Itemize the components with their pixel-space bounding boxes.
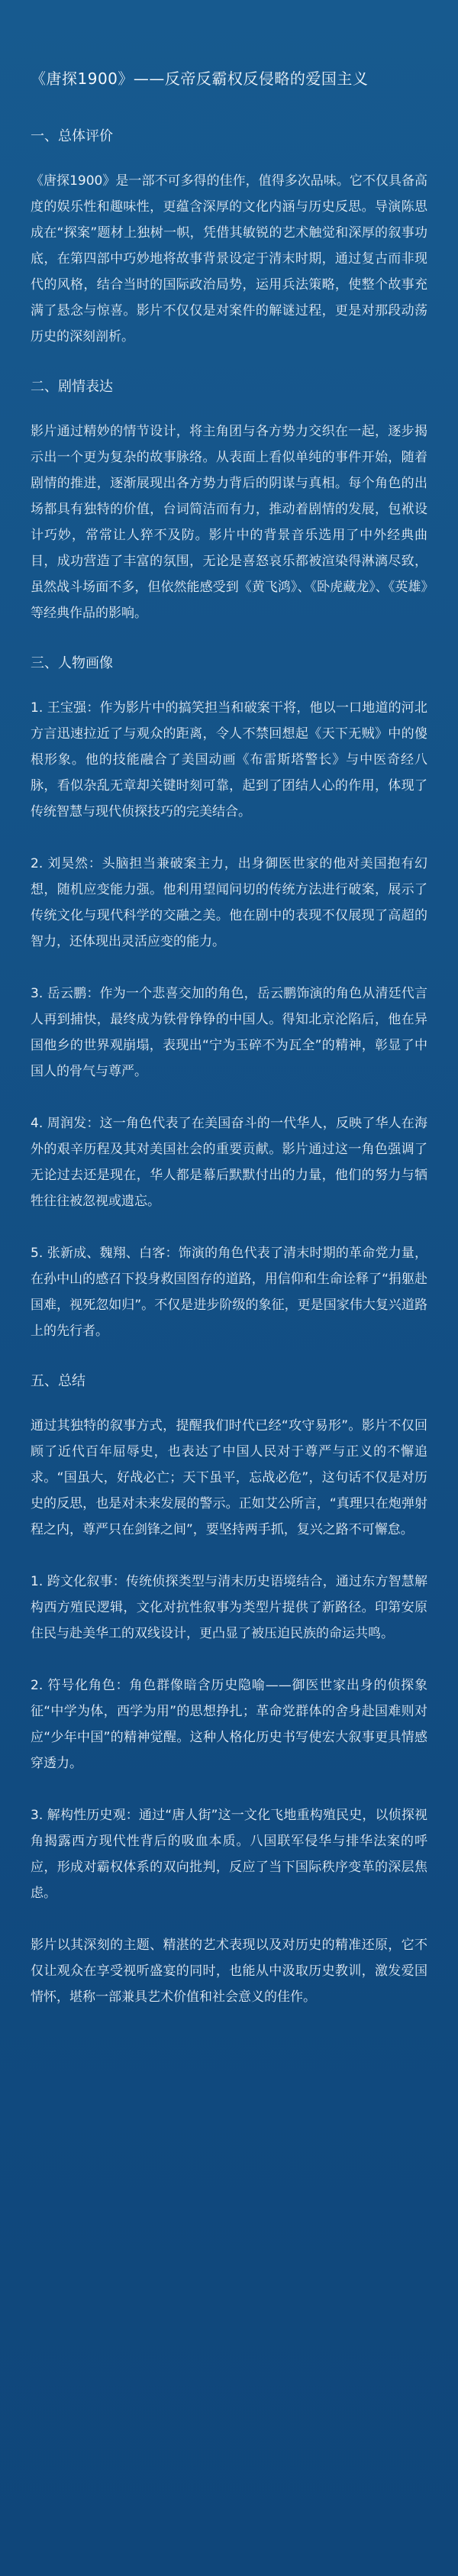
paragraph: 2. 符号化角色：角色群像暗含历史隐喻——御医世家出身的侦探象征“中学为体，西学为用”的思想挣扎；革命党群体的舍身赴国难则对应“少年中国”的精神觉醒。这种人格化历史书写使宏大叙事更具情感穿透力。: [31, 1678, 427, 1771]
section-heading: 二、剧情表达: [31, 379, 113, 395]
article-title: 《唐探1900》——反帝反霸权反侵略的爱国主义: [31, 69, 369, 88]
section-plot-expression: [31, 376, 427, 626]
paragraph: 通过其独特的叙事方式，提醒我们时代已经“攻守易形”。影片不仅回顾了近代百年屈辱史，也表达了中国人民对于尊严与正义的不懈追求。“国虽大，好战必亡；天下虽平，忘战必危”，这句话不仅是对历史的反思，也是对未来发展的警示。正如艾公所言，“真理只在炮弹射程之内，尊严只在剑锋之间”，要坚持两手抓，复兴之路不可懈怠。: [31, 1418, 427, 1537]
section-heading: 三、人物画像: [31, 655, 113, 671]
paragraph: 3. 解构性历史观：通过“唐人街”这一文化飞地重构殖民史，以侦探视角揭露西方现代性背后的吸血本质。八国联军侵华与排华法案的呼应，形成对霸权体系的双向批判，反应了当下国际秩序变革的深层焦虑。: [31, 1808, 427, 1901]
paragraph: 5. 张新成、魏翔、白客：饰演的角色代表了清末时期的革命党力量，在孙中山的感召下投身救国图存的道路，用信仰和生命诠释了“捐躯赴国难，视死忽如归”。不仅是进步阶级的象征，更是国家伟大复兴道路上的先行者。: [31, 1246, 427, 1339]
paragraph: 3. 岳云鹏：作为一个悲喜交加的角色，岳云鹏饰演的角色从清廷代言人再到捕快，最终成为铁骨铮铮的中国人。得知北京沦陷后，他在异国他乡的世界观崩塌，表现出“宁为玉碎不为瓦全”的精神，彰显了中国人的骨气与尊严。: [31, 986, 427, 1079]
paragraph: 4. 周润发：这一角色代表了在美国奋斗的一代华人，反映了华人在海外的艰辛历程及其对美国社会的重要贡献。影片通过这一角色强调了无论过去还是现在，华人都是幕后默默付出的力量，他们的努力与牺牲往往被忽视或遗忘。: [31, 1116, 427, 1209]
paragraph: 影片通过精妙的情节设计，将主角团与各方势力交织在一起，逐步揭示出一个更为复杂的故事脉络。从表面上看似单纯的事件开始，随着剧情的推进，逐渐展现出各方势力背后的阴谋与真相。每个角色的出场都具有独特的价值，台词简洁而有力，推动着剧情的发展，包袱设计巧妙，常常让人猝不及防。影片中的背景音乐选用了中外经典曲目，成功营造了丰富的氛围，无论是喜怒哀乐都被渲染得淋漓尽致，虽然战斗场面不多，但依然能感受到《黄飞鸿》、《卧虎藏龙》、《英雄》等经典作品的影响。: [31, 424, 427, 621]
paragraph: 1. 王宝强：作为影片中的搞笑担当和破案干将，他以一口地道的河北方言迅速拉近了与观众的距离，令人不禁回想起《天下无贼》中的傻根形象。他的技能融合了美国动画《布雷斯塔警长》与中医奇经八脉，看似杂乱无章却关键时刻可靠，起到了团结人心的作用，体现了传统智慧与现代侦探技巧的完美结合。: [31, 700, 427, 819]
paragraph: 2. 刘昊然：头脑担当兼破案主力，出身御医世家的他对美国抱有幻想，随机应变能力强。他利用望闻问切的传统方法进行破案，展示了传统文化与现代科学的交融之美。他在剧中的表现不仅展现了高超的智力，还体现出灵活应变的能力。: [31, 856, 427, 949]
section-summary: [31, 1370, 427, 2010]
paragraph: 《唐探1900》是一部不可多得的佳作，值得多次品味。它不仅具备高度的娱乐性和趣味性，更蕴含深厚的文化内涵与历史反思。导演陈思成在“探案”题材上独树一帜，凭借其敏锐的艺术触觉和深厚的叙事功底，在第四部中巧妙地将故事背景设定于清末时期，通过复古而非现代的风格，结合当时的国际政治局势，运用兵法策略，使整个故事充满了悬念与惊喜。影片不仅仅是对案件的解谜过程，更是对那段动荡历史的深刻剖析。: [31, 173, 427, 344]
paragraph: 1. 跨文化叙事：传统侦探类型与清末历史语境结合，通过东方智慧解构西方殖民逻辑，文化对抗性叙事为类型片提供了新路径。印第安原住民与赴美华工的双线设计，更凸显了被压迫民族的命运共鸣。: [31, 1574, 427, 1641]
section-heading: 五、总结: [31, 1373, 85, 1389]
section-heading: 一、总体评价: [31, 128, 113, 144]
paragraph: 影片以其深刻的主题、精湛的艺术表现以及对历史的精准还原，它不仅让观众在享受视听盛宴的同时，也能从中汲取历史教训，激发爱国情怀，堪称一部兼具艺术价值和社会意义的佳作。: [31, 1938, 427, 2005]
section-overall-evaluation: [31, 125, 427, 350]
section-character-portraits: [31, 652, 427, 1344]
